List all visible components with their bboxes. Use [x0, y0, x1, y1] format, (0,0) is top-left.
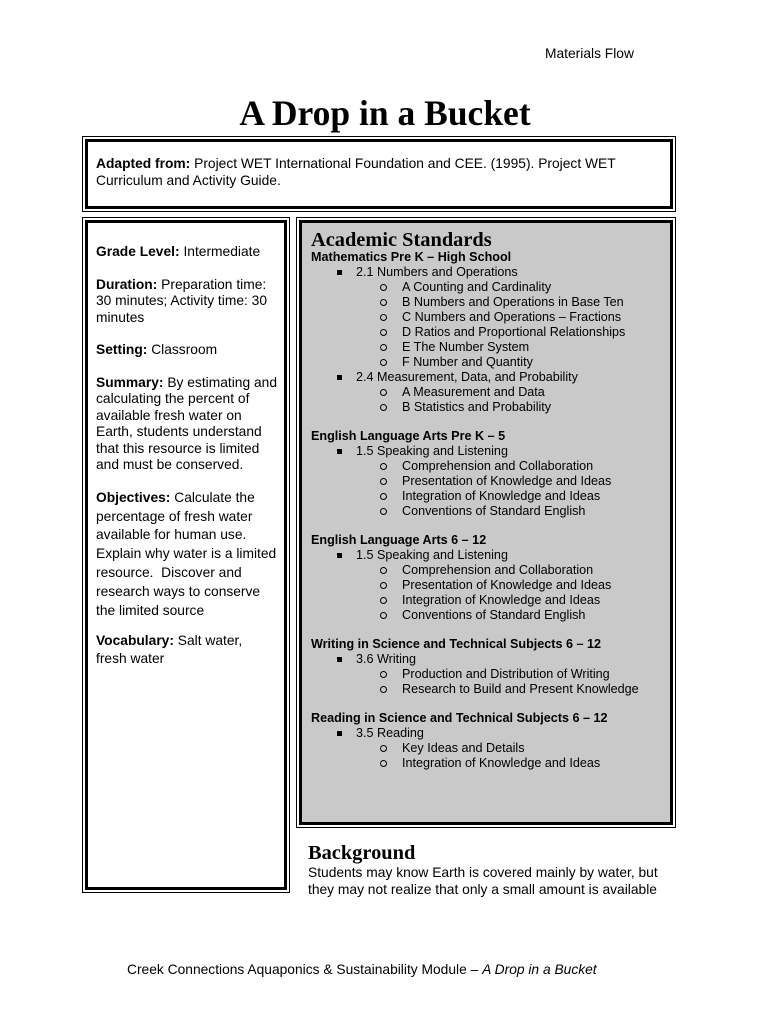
circle-bullet-icon [380, 463, 387, 470]
circle-bullet-icon [380, 314, 387, 321]
standard-subitem-label: F Number and Quantity [402, 355, 533, 369]
standards-section [311, 711, 670, 771]
standard-subitem [311, 504, 670, 519]
standard-subitem-label: Key Ideas and Details [402, 741, 525, 755]
vocabulary-label: Vocabulary: [96, 633, 174, 649]
standards-section-title: Writing in Science and Technical Subjects 6 – 12 [311, 637, 601, 651]
summary-field [96, 375, 284, 474]
circle-bullet-icon [380, 745, 387, 752]
standard-item [311, 726, 670, 741]
standard-subitem-label: Comprehension and Collaboration [402, 563, 594, 577]
standard-item [311, 265, 670, 280]
vocabulary-field [96, 632, 284, 667]
circle-bullet-icon [380, 299, 387, 306]
circle-bullet-icon [380, 359, 387, 366]
page-footer [127, 962, 597, 978]
standards-section-title: Reading in Science and Technical Subjects 6 – 12 [311, 711, 608, 725]
standard-item-label: 3.6 Writing [356, 652, 416, 666]
standard-subitem-label: C Numbers and Operations – Fractions [402, 310, 622, 324]
standard-item-label: 3.5 Reading [356, 726, 424, 740]
objectives-field [96, 489, 284, 621]
objectives-value: Calculate the percentage of fresh water available for human use. Explain why water is a limited resource. Discover and research ways to conserve the limited source [96, 489, 277, 618]
standard-subitem [311, 608, 670, 623]
standards-heading: Academic Standards [311, 229, 492, 251]
duration-label: Duration: [96, 276, 158, 292]
grade-level-label: Grade Level: [96, 243, 180, 259]
standard-subitem-label: Conventions of Standard English [402, 504, 586, 518]
standard-subitem [311, 340, 670, 355]
grade-level-value: Intermediate [183, 243, 261, 259]
standard-subitem [311, 682, 670, 697]
standard-item-label: 1.5 Speaking and Listening [356, 548, 508, 562]
standard-subitem [311, 489, 670, 504]
circle-bullet-icon [380, 582, 387, 589]
standard-subitem-label: Integration of Knowledge and Ideas [402, 756, 601, 770]
standard-subitem [311, 280, 670, 295]
standard-subitem [311, 667, 670, 682]
standard-item-label: 1.5 Speaking and Listening [356, 444, 508, 458]
circle-bullet-icon [380, 508, 387, 515]
square-bullet-icon [337, 731, 342, 736]
circle-bullet-icon [380, 567, 387, 574]
standard-subitem-label: E The Number System [402, 340, 530, 354]
standard-subitem-label: Presentation of Knowledge and Ideas [402, 474, 612, 488]
adapted-from-box-inner [85, 139, 673, 209]
standard-subitem-label: Integration of Knowledge and Ideas [402, 489, 601, 503]
square-bullet-icon [337, 553, 342, 558]
standard-subitem [311, 310, 670, 325]
standard-subitem [311, 563, 670, 578]
setting-field [96, 342, 284, 359]
square-bullet-icon [337, 449, 342, 454]
standard-item [311, 444, 670, 459]
adapted-from-paragraph [96, 155, 670, 189]
circle-bullet-icon [380, 671, 387, 678]
standard-subitem-label: Research to Build and Present Knowledge [402, 682, 639, 696]
standards-section [311, 637, 670, 697]
standard-subitem [311, 295, 670, 310]
background-heading: Background [308, 842, 416, 864]
square-bullet-icon [337, 657, 342, 662]
page-title: A Drop in a Bucket [239, 93, 531, 133]
standard-subitem [311, 459, 670, 474]
standards-section [311, 533, 670, 623]
square-bullet-icon [337, 270, 342, 275]
standard-subitem-label: Comprehension and Collaboration [402, 459, 594, 473]
circle-bullet-icon [380, 686, 387, 693]
grade-level-field [96, 244, 284, 261]
square-bullet-icon [337, 375, 342, 380]
circle-bullet-icon [380, 344, 387, 351]
standard-subitem [311, 325, 670, 340]
academic-standards-box [296, 217, 676, 828]
vocabulary-value: Salt water, fresh water [96, 633, 243, 666]
background-text: Students may know Earth is covered mainly by water, but they may not realize that only a small amount is available [308, 865, 658, 897]
standard-subitem [311, 400, 670, 415]
standard-subitem [311, 756, 670, 771]
circle-bullet-icon [380, 329, 387, 336]
header-label: Materials Flow [545, 46, 634, 61]
objectives-label: Objectives: [96, 489, 171, 505]
adapted-from-label: Adapted from: [96, 155, 191, 171]
summary-label: Summary: [96, 374, 164, 390]
adapted-from-box [82, 136, 676, 212]
standard-subitem-label: Production and Distribution of Writing [402, 667, 610, 681]
standards-section [311, 429, 670, 519]
duration-value: Preparation time: 30 minutes; Activity time: 30 minutes [96, 276, 267, 325]
adapted-from-text: Project WET International Foundation and CEE. (1995). Project WET Curriculum and Activity Guide. [96, 155, 616, 188]
circle-bullet-icon [380, 478, 387, 485]
circle-bullet-icon [380, 493, 387, 500]
setting-value: Classroom [151, 342, 218, 358]
lesson-info-box-inner [85, 220, 287, 890]
lesson-info-box [82, 217, 290, 893]
circle-bullet-icon [380, 404, 387, 411]
circle-bullet-icon [380, 284, 387, 291]
circle-bullet-icon [380, 612, 387, 619]
duration-field [96, 277, 284, 327]
standard-subitem [311, 474, 670, 489]
standards-section-title: Mathematics Pre K – High School [311, 250, 512, 264]
standards-section-title: English Language Arts Pre K – 5 [311, 429, 506, 443]
circle-bullet-icon [380, 389, 387, 396]
standard-item [311, 370, 670, 385]
standard-subitem-label: D Ratios and Proportional Relationships [402, 325, 626, 339]
standard-item-label: 2.4 Measurement, Data, and Probability [356, 370, 578, 384]
standard-item-label: 2.1 Numbers and Operations [356, 265, 518, 279]
academic-standards-box-inner [299, 220, 673, 825]
footer-title: A Drop in a Bucket [482, 962, 597, 977]
standard-subitem-label: B Statistics and Probability [402, 400, 552, 414]
standard-subitem [311, 578, 670, 593]
standards-section [311, 250, 670, 415]
standard-subitem-label: A Measurement and Data [402, 385, 545, 399]
circle-bullet-icon [380, 760, 387, 767]
standard-subitem-label: Integration of Knowledge and Ideas [402, 593, 601, 607]
standard-subitem [311, 355, 670, 370]
standard-subitem [311, 593, 670, 608]
summary-value: By estimating and calculating the percent of available fresh water on Earth, students understand that this resource is limited and must be conserved. [96, 374, 277, 473]
background-section [308, 842, 674, 898]
standard-subitem [311, 741, 670, 756]
standard-subitem-label: A Counting and Cardinality [402, 280, 552, 294]
standard-subitem-label: Presentation of Knowledge and Ideas [402, 578, 612, 592]
setting-label: Setting: [96, 342, 148, 358]
standard-item [311, 652, 670, 667]
standard-item [311, 548, 670, 563]
standard-subitem [311, 385, 670, 400]
footer-text: Creek Connections Aquaponics & Sustainability Module – [127, 962, 479, 977]
standard-subitem-label: B Numbers and Operations in Base Ten [402, 295, 624, 309]
circle-bullet-icon [380, 597, 387, 604]
standard-subitem-label: Conventions of Standard English [402, 608, 586, 622]
standards-section-title: English Language Arts 6 – 12 [311, 533, 487, 547]
